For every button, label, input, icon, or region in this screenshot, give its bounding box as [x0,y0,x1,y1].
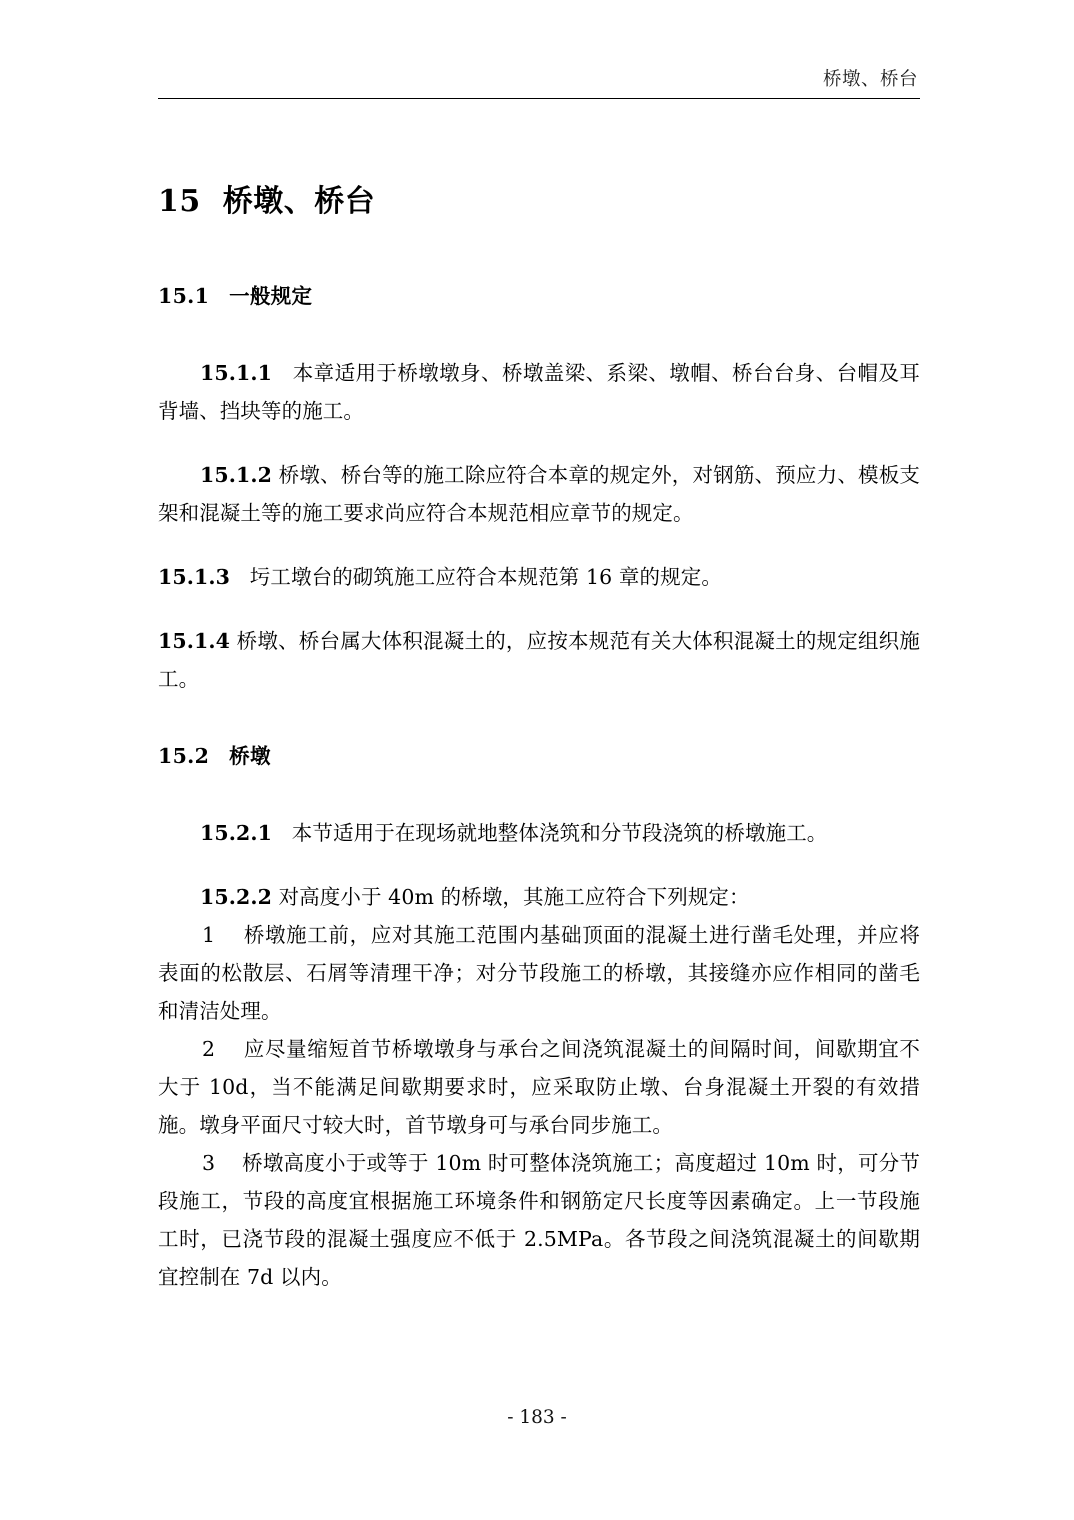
item-number: 3 [202,1151,216,1175]
chapter-heading [158,180,920,224]
list-item-3 [158,1144,920,1296]
item-number: 1 [202,923,216,947]
spacer [158,852,920,878]
spacer [158,698,920,740]
clause-number: 15.1.1 [200,361,272,385]
list-item-2 [158,1030,920,1144]
clause-15-1-2 [158,456,920,532]
spacer [158,532,920,558]
clause-text: 本章适用于桥墩墩身、桥墩盖梁、系梁、墩帽、桥台台身、台帽及耳背墙、挡块等的施工。 [158,361,920,423]
item-number: 2 [202,1037,216,1061]
item-text: 应尽量缩短首节桥墩墩身与承台之间浇筑混凝土的间隔时间，间歇期宜不大于 10d，当不能满足间歇期要求时，应采取防止墩、台身混凝土开裂的有效措施。墩身平面尺寸较大时，首节墩身可与承台同步施工。 [158,1037,921,1137]
item-text: 桥墩施工前，应对其施工范围内基础顶面的混凝土进行凿毛处理，并应将表面的松散层、石屑等清理干净；对分节段施工的桥墩，其接缝亦应作相同的凿毛和清洁处理。 [158,923,921,1023]
chapter-number: 15 [158,184,201,219]
clause-15-1-3 [158,558,920,596]
spacer [158,312,920,354]
section-number: 15.1 [158,284,210,308]
running-header-title: 桥墩、桥台 [822,69,918,90]
page-header [158,66,920,107]
spacer [158,224,920,280]
clause-number: 15.2.2 [200,885,272,909]
clause-number: 15.1.2 [200,463,272,487]
page-footer [0,1405,1074,1431]
spacer [158,596,920,622]
clause-15-2-2 [158,878,920,916]
section-title-text: 一般规定 [229,284,313,308]
section-heading-15-2 [158,740,920,772]
clause-text: 圬工墩台的砌筑施工应符合本规范第 16 章的规定。 [249,565,722,589]
clause-text: 桥墩、桥台等的施工除应符合本章的规定外，对钢筋、预应力、模板支架和混凝土等的施工要求尚应符合本规范相应章节的规定。 [158,463,920,525]
section-heading-15-1 [158,280,920,312]
list-item-1 [158,916,920,1030]
item-text: 桥墩高度小于或等于 10m 时可整体浇筑施工；高度超过 10m 时，可分节段施工，节段的高度宜根据施工环境条件和钢筋定尺长度等因素确定。上一节段施工时，已浇节段的混凝土强度应不低于 2.5MPa。各节段之间浇筑混凝土的间歇期宜控制在 7d 以内。 [158,1151,921,1289]
header-rule [158,98,920,99]
spacer [158,772,920,814]
clause-text: 对高度小于 40m 的桥墩，其施工应符合下列规定： [278,885,750,909]
clause-number: 15.1.3 [158,565,230,589]
clause-15-2-1 [158,814,920,852]
spacer [158,430,920,456]
page-content [158,180,920,1296]
section-number: 15.2 [158,744,210,768]
page-number: - 183 - [507,1407,567,1428]
chapter-title-text: 桥墩、桥台 [222,184,376,219]
clause-text: 本节适用于在现场就地整体浇筑和分节段浇筑的桥墩施工。 [291,821,828,845]
clause-number: 15.2.1 [200,821,272,845]
section-title-text: 桥墩 [229,744,271,768]
clause-text: 桥墩、桥台属大体积混凝土的，应按本规范有关大体积混凝土的规定组织施工。 [158,629,920,691]
clause-15-1-1 [158,354,920,430]
clause-number: 15.1.4 [158,629,230,653]
clause-15-1-4 [158,622,920,698]
